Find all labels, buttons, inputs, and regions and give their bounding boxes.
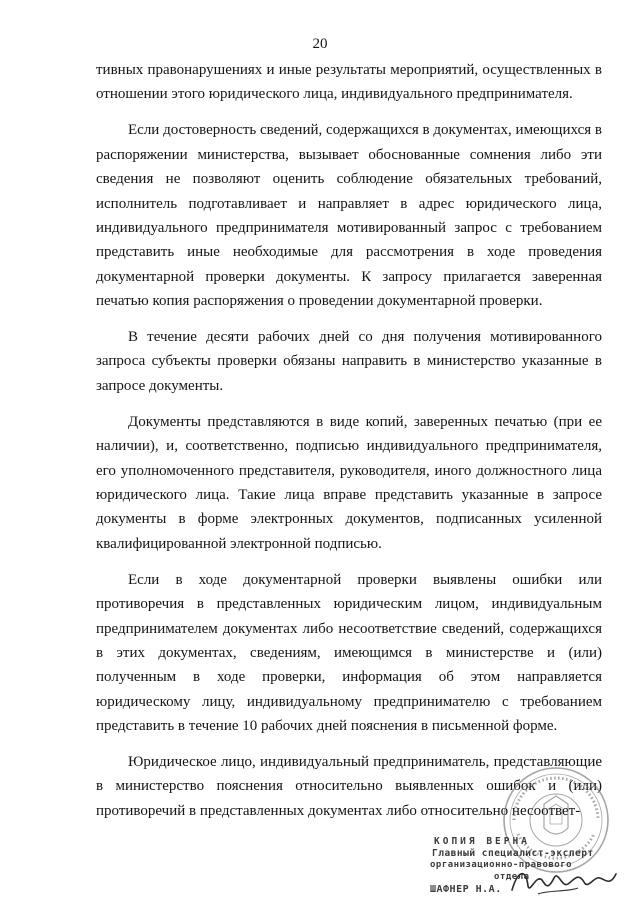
certification-stamp (420, 768, 620, 898)
stamp-line-3: организационно-правового (430, 860, 573, 870)
paragraph-1: тивных правонарушениях и иные результаты мероприятий, осуществленных в отношении этого юридического лица, индивидуального предпринимателя. (96, 62, 602, 103)
page-number: 20 (312, 36, 328, 52)
signature-icon (508, 860, 620, 900)
stamp-line-2: Главный специалист-эксперт (432, 848, 594, 859)
paragraph-6: Юридическое лицо, индивидуальный предприниматель, представляющие в министерство пояснения относительно выявленных ошибок и (или) противоречий в представленных документах либо относительно несоответ- (96, 754, 602, 819)
stamp-line-5: ШАФНЕР Н.А. (430, 884, 502, 895)
stamp-line-1: КОПИЯ ВЕРНА (434, 836, 530, 847)
paragraph-3: В течение десяти рабочих дней со дня получения мотивированного запроса субъекты проверки обязаны направить в министерство указанные в запросе документы. (96, 329, 602, 394)
paragraph-5: Если в ходе документарной проверки выявлены ошибки или противоречия в представленных юридическим лицом, индивидуальным предпринимателем документах либо несоответствие сведений, содержащихся в этих документах, сведениям, имеющимся в министерстве и (или) полученным в ходе проверки, информация об этом направляется юридическому лицу, индивидуальному предпринимателю с требованием представить в течение 10 рабочих дней пояснения в письменной форме. (96, 571, 602, 735)
paragraph-4: Документы представляются в виде копий, заверенных печатью (при ее наличии), и, соответственно, подписью индивидуального предпринимателя, его уполномоченного представителя, руководителя, иного должностного лица юридического лица. Такие лица вправе представить указанные в запросе документы в форме электронных документов, подписанных усиленной квалифицированной электронной подписью. (96, 413, 602, 552)
paragraph-2: Если достоверность сведений, содержащихся в документах, имеющихся в распоряжении министерства, вызывает обоснованные сомнения либо эти сведения не позволяют оценить соблюдение обязательных требований, исполнитель подготавливает и направляет в адрес юридического лица, индивидуального предпринимателя мотивированный запрос с требованием представить иные необходимые для рассмотрения в ходе проведения документарной проверки документы. К запросу прилагается заверенная печатью копия распоряжения о проведении документарной проверки. (96, 122, 602, 310)
body-text (96, 58, 602, 823)
stamp-line-4: отдела (494, 872, 530, 882)
